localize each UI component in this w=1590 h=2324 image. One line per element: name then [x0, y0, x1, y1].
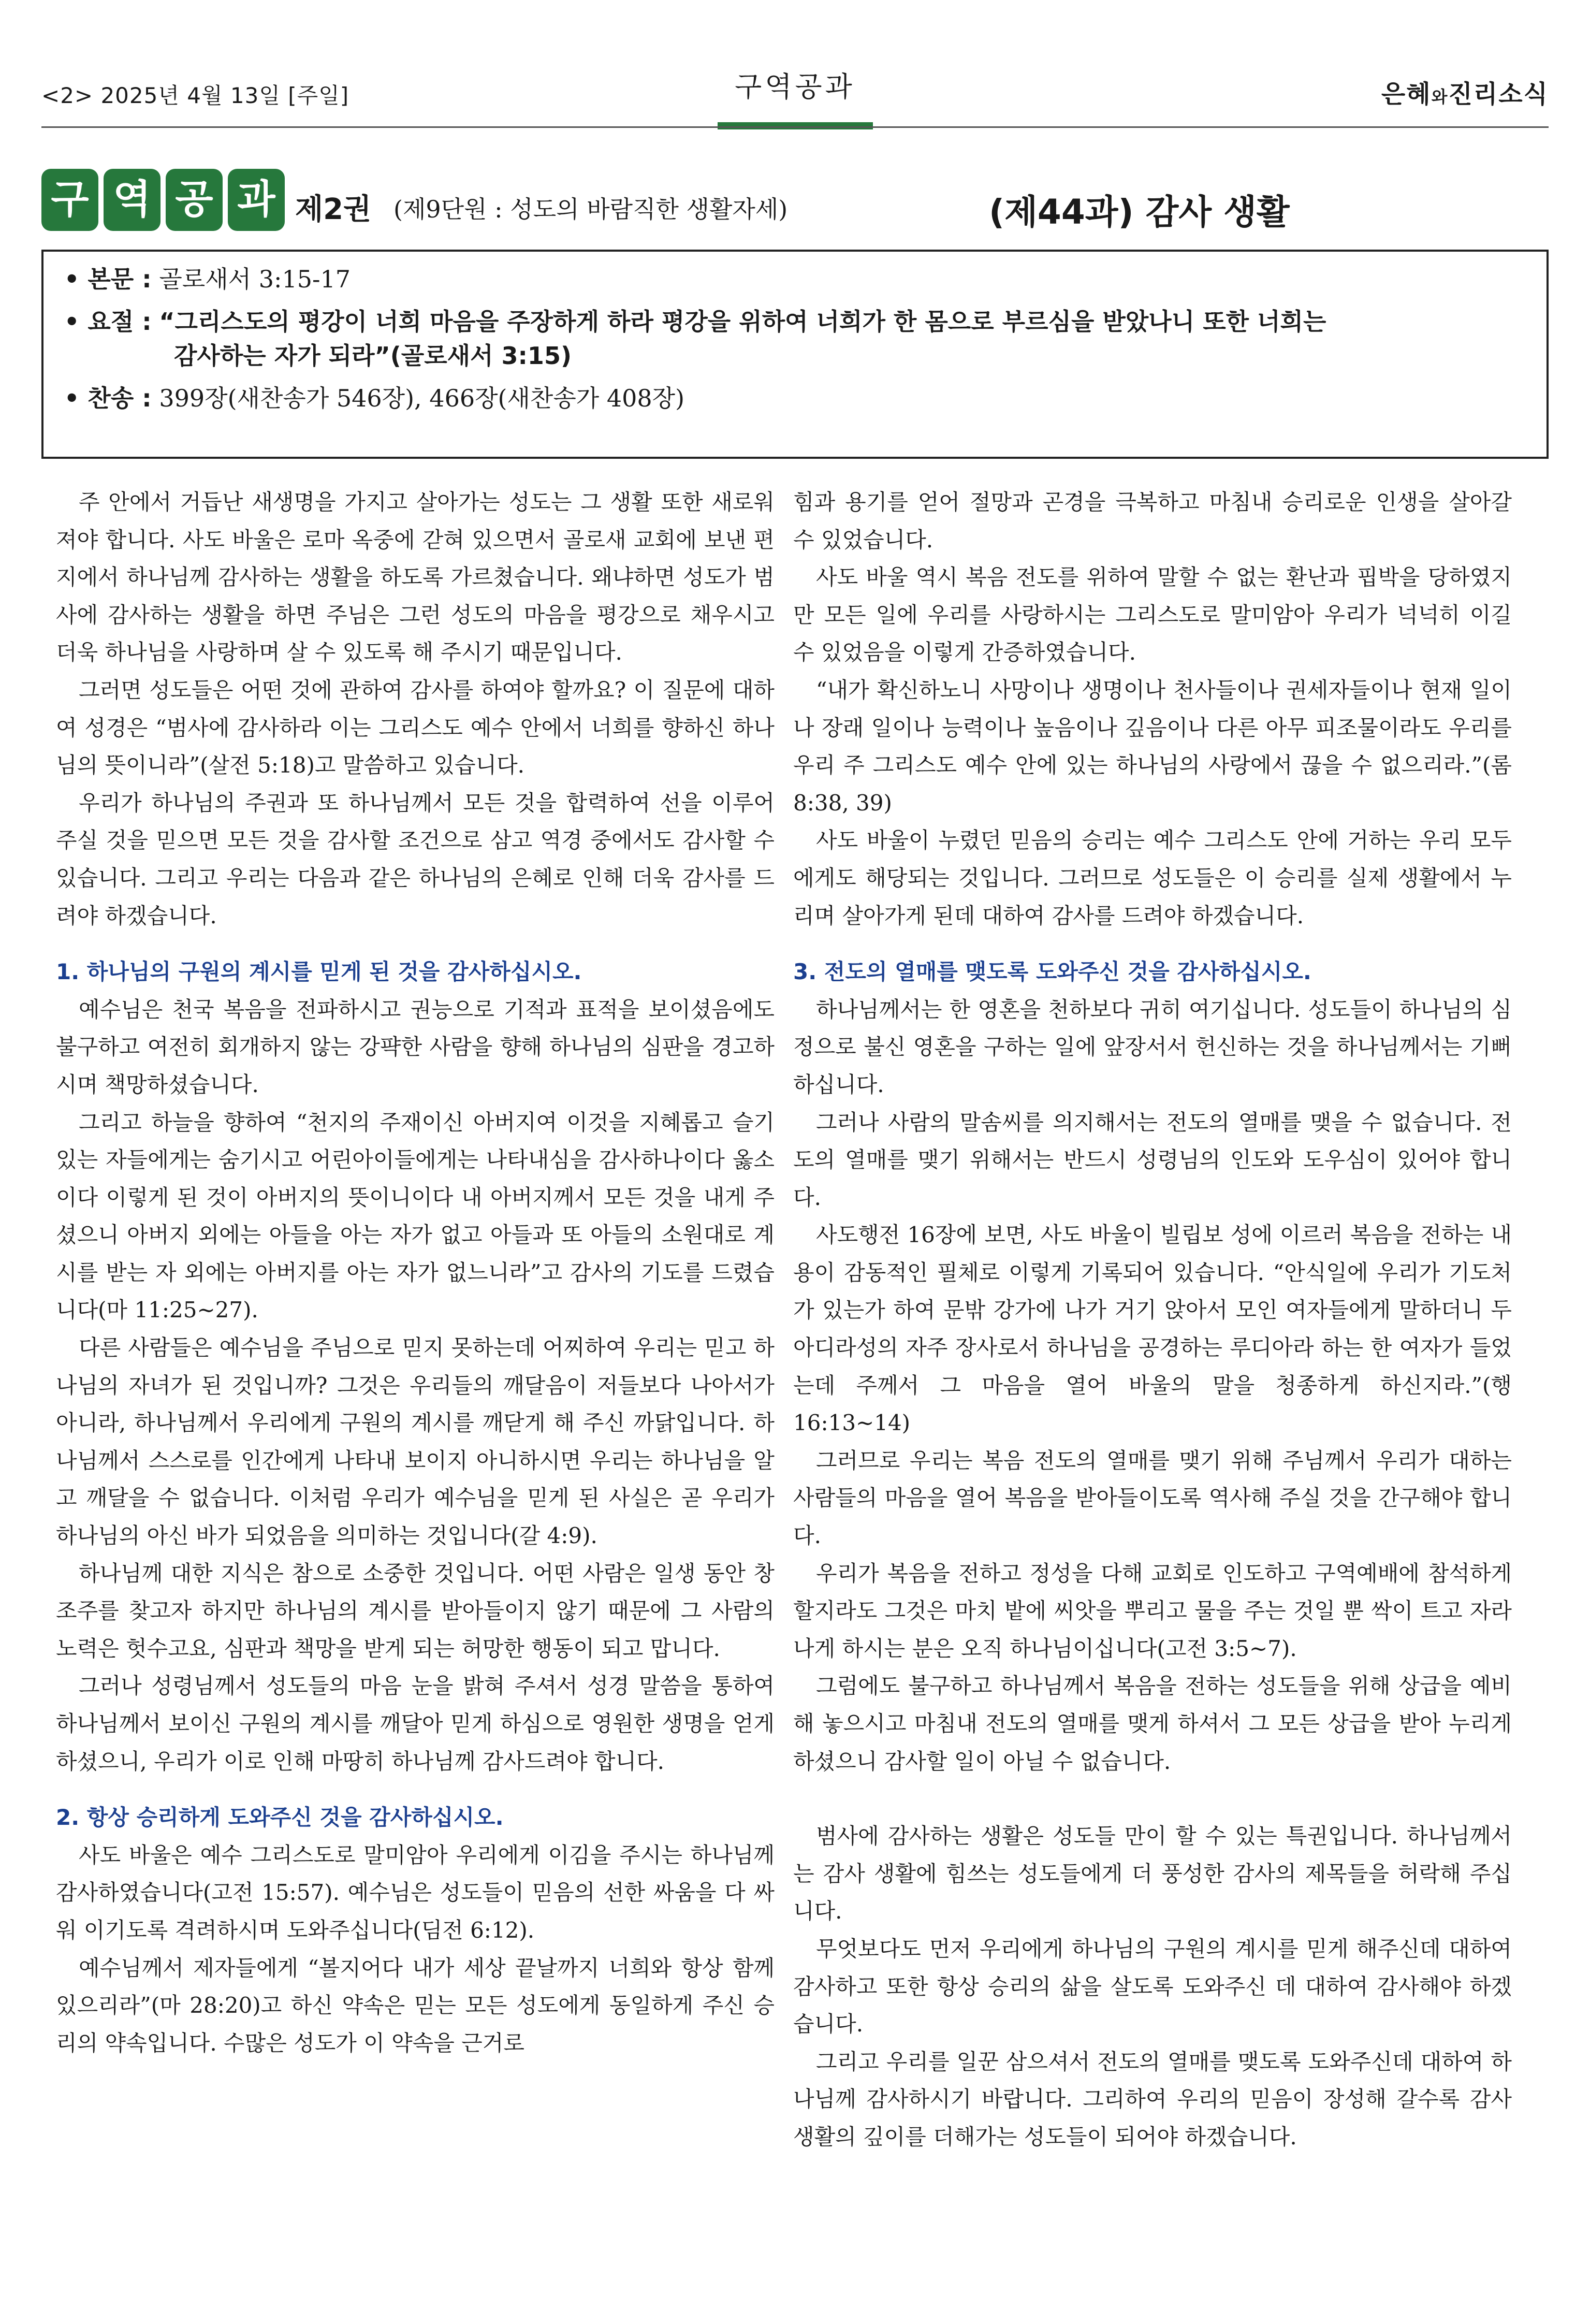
paragraph: 사도 바울 역시 복음 전도를 위하여 말할 수 없는 환난과 핍박을 당하였지만 모든 일에 우리를 사랑하시는 그리스도로 말미암아 우리가 넉넉히 이길 수 있었음을 이렇게 간증하였습니다.	[793, 564, 1512, 665]
paragraph: 주 안에서 거듭난 새생명을 가지고 살아가는 성도는 그 생활 또한 새로워져야 합니다. 사도 바울은 로마 옥중에 갇혀 있으면서 골로새 교회에 보낸 편지에서 하나님께 감사하는 생활을 하도록 가르쳤습니다. 왜냐하면 성도가 범사에 감사하는 생활을 하면 주님은 그런 성도의 마음을 평강으로 채우시고 더욱 하나님을 사랑하며 살 수 있도록 해 주시기 때문입니다.	[56, 489, 775, 665]
publication-name	[1381, 74, 1549, 110]
paragraph: 하나님께 대한 지식은 참으로 소중한 것입니다. 어떤 사람은 일생 동안 창조주를 찾고자 하지만 하나님의 계시를 받아들이지 않기 때문에 그 사람의 노력은 헛수고요, 심판과 책망을 받게 되는 허망한 행동이 되고 맙니다.	[56, 1560, 775, 1661]
conclusion-paragraph: 그리고 우리를 일꾼 삼으셔서 전도의 열매를 맺도록 도와주신데 대하여 하나님께 감사하시기 바랍니다. 그리하여 우리의 믿음이 장성해 갈수록 감사 생활의 깊이를 더해가는 성도들이 되어야 하겠습니다.	[793, 2049, 1512, 2149]
yojeol-label: • 요절 :	[64, 308, 152, 336]
section-heading-3: 3. 전도의 열매를 맺도록 도와주신 것을 감사하십시오.	[793, 959, 1311, 985]
scripture-info-box	[41, 250, 1549, 459]
conclusion-paragraph: 범사에 감사하는 생활은 성도들 만이 할 수 있는 특권입니다. 하나님께서는 감사 생활에 힘쓰는 성도들에게 더 풍성한 감사의 제목들을 허락해 주십니다.	[793, 1823, 1512, 1924]
paragraph: “내가 확신하노니 사망이나 생명이나 천사들이나 권세자들이나 현재 일이나 장래 일이나 능력이나 높음이나 깊음이나 다른 아무 피조물이라도 우리를 우리 주 그리스도 예수 안에 있는 하나님의 사랑에서 끊을 수 없으리라.”(롬 8:38, 39)	[793, 677, 1512, 816]
yojeol-text-line2: 감사하는 자가 되라”(골로새서 3:15)	[174, 342, 572, 370]
paragraph: 다른 사람들은 예수님을 주님으로 믿지 못하는데 어찌하여 우리는 믿고 하나님의 자녀가 된 것입니까? 그것은 우리들의 깨달음이 저들보다 나아서가 아니라, 하나님께서 우리에게 구원의 계시를 깨닫게 해 주신 까닭입니다. 하나님께서 스스로를 인간에게 나타내 보이지 아니하시면 우리는 하나님을 알고 깨달을 수 없습니다. 이처럼 우리가 예수님을 믿게 된 사실은 곧 우리가 하나님의 아신 바가 되었음을 의미하는 것입니다(갈 4:9).	[56, 1335, 775, 1549]
section-underline	[718, 122, 873, 129]
publication-part2: 와	[1431, 87, 1449, 107]
paragraph: 우리가 하나님의 주권과 또 하나님께서 모든 것을 합력하여 선을 이루어 주실 것을 믿으면 모든 것을 감사할 조건으로 삼고 역경 중에서도 감사할 수 있습니다. 그리고 우리는 다음과 같은 하나님의 은혜로 인해 더욱 감사를 드려야 하겠습니다.	[56, 790, 775, 928]
paragraph: 사도 바울이 누렸던 믿음의 승리는 예수 그리스도 안에 거하는 우리 모두에게도 해당되는 것입니다. 그러므로 성도들은 이 승리를 실제 생활에서 누리며 살아가게 된데 대하여 감사를 드려야 하겠습니다.	[793, 827, 1512, 928]
publication-part3: 진리소식	[1448, 80, 1549, 109]
section-badge	[41, 169, 285, 231]
badge-char: 공	[166, 169, 223, 231]
header-divider	[41, 126, 1549, 128]
page-info: <2> 2025년 4월 13일 [주일]	[41, 83, 349, 108]
bonmun-label: • 본문 :	[64, 265, 152, 293]
paragraph: 사도행전 16장에 보면, 사도 바울이 빌립보 성에 이르러 복음을 전하는 내용이 감동적인 필체로 이렇게 기록되어 있습니다. “안식일에 우리가 기도처가 있는가 하여 문밖 강가에 나가 거기 앉아서 모인 여자들에게 말하더니 두아디라성의 자주 장사로서 하나님을 공경하는 루디아라 하는 한 여자가 들었는데 주께서 그 마음을 열어 바울의 말을 청종하게 하신지라.”(행 16:13~14)	[793, 1222, 1512, 1436]
badge-char: 과	[228, 169, 285, 231]
paragraph: 우리가 복음을 전하고 정성을 다해 교회로 인도하고 구역예배에 참석하게 할지라도 그것은 마치 밭에 씨앗을 뿌리고 물을 주는 것일 뿐 싹이 트고 자라나게 하시는 분은 오직 하나님이십니다(고전 3:5~7).	[793, 1560, 1512, 1661]
paragraph: 하나님께서는 한 영혼을 천하보다 귀히 여기십니다. 성도들이 하나님의 심정으로 불신 영혼을 구하는 일에 앞장서서 헌신하는 것을 하나님께서는 기뻐하십니다.	[793, 996, 1512, 1097]
section-heading-2: 2. 항상 승리하게 도와주신 것을 감사하십시오.	[56, 1805, 504, 1831]
paragraph: 그럼에도 불구하고 하나님께서 복음을 전하는 성도들을 위해 상급을 예비해 놓으시고 마침내 전도의 열매를 맺게 하셔서 그 모든 상급을 받아 누리게 하셨으니 감사할 일이 아닐 수 없습니다.	[793, 1673, 1512, 1774]
paragraph: 그러나 사람의 말솜씨를 의지해서는 전도의 열매를 맺을 수 없습니다. 전도의 열매를 맺기 위해서는 반드시 성령님의 인도와 도우심이 있어야 합니다.	[793, 1109, 1512, 1210]
section-title: 구역공과	[735, 70, 855, 103]
bonmun-row	[64, 262, 1533, 296]
bonmun-text: 골로새서 3:15-17	[159, 265, 351, 293]
paragraph: 사도 바울은 예수 그리스도로 말미암아 우리에게 이김을 주시는 하나님께 감사하였습니다(고전 15:57). 예수님은 성도들이 믿음의 선한 싸움을 다 싸워 이기도록 격려하시며 도와주십니다(딤전 6:12).	[56, 1842, 775, 1943]
lesson-title: (제44과) 감사 생활	[989, 192, 1290, 232]
right-column	[793, 484, 1512, 2156]
section-heading-1: 1. 하나님의 구원의 계시를 믿게 된 것을 감사하십시오.	[56, 959, 582, 985]
paragraph: 그러나 성령님께서 성도들의 마음 눈을 밝혀 주셔서 성경 말씀을 통하여 하나님께서 보이신 구원의 계시를 깨달아 믿게 하심으로 영원한 생명을 얻게 하셨으니, 우리가 이로 인해 마땅히 하나님께 감사드려야 합니다.	[56, 1673, 775, 1774]
paragraph: 예수님은 천국 복음을 전파하시고 권능으로 기적과 표적을 보이셨음에도 불구하고 여전히 회개하지 않는 강퍅한 사람을 향해 하나님의 심판을 경고하시며 책망하셨습니다.	[56, 996, 775, 1097]
paragraph: 그러므로 우리는 복음 전도의 열매를 맺기 위해 주님께서 우리가 대하는 사람들의 마음을 열어 복음을 받아들이도록 역사해 주실 것을 간구해야 합니다.	[793, 1447, 1512, 1549]
lesson-title-row	[41, 166, 1549, 238]
page-header	[41, 72, 1549, 129]
chansong-text: 399장(새찬송가 546장), 466장(새찬송가 408장)	[159, 384, 685, 412]
badge-char: 역	[104, 169, 161, 231]
paragraph: 예수님께서 제자들에게 “볼지어다 내가 세상 끝날까지 너희와 항상 함께 있으리라”(마 28:20)고 하신 약속은 믿는 모든 성도에게 동일하게 주신 승리의 약속입니다. 수많은 성도가 이 약속을 근거로	[56, 1955, 775, 2056]
paragraph: 그리고 하늘을 향하여 “천지의 주재이신 아버지여 이것을 지혜롭고 슬기 있는 자들에게는 숨기시고 어린아이들에게는 나타내심을 감사하나이다 옳소이다 이렇게 된 것이 아버지의 뜻이니이다 내 아버지께서 모든 것을 내게 주셨으니 아버지 외에는 아들을 아는 자가 없고 아들과 또 아들의 소원대로 계시를 받는 자 외에는 아버지를 아는 자가 없느니라”고 감사의 기도를 드렸습니다(마 11:25~27).	[56, 1109, 775, 1323]
yojeol-row	[64, 304, 1533, 373]
paragraph: 그러면 성도들은 어떤 것에 관하여 감사를 하여야 할까요? 이 질문에 대하여 성경은 “범사에 감사하라 이는 그리스도 예수 안에서 너희를 향하신 하나님의 뜻이니라”(살전 5:18)고 말씀하고 있습니다.	[56, 677, 775, 778]
chansong-row	[64, 381, 1533, 415]
conclusion-paragraph: 무엇보다도 먼저 우리에게 하나님의 구원의 계시를 믿게 해주신데 대하여 감사하고 또한 항상 승리의 삶을 살도록 도와주신 데 대하여 감사해야 하겠습니다.	[793, 1936, 1512, 2037]
publication-part1: 은혜	[1381, 80, 1432, 109]
yojeol-text-line1: “그리스도의 평강이 너희 마음을 주장하게 하라 평강을 위하여 너희가 한 몸으로 부르심을 받았나니 또한 너희는	[159, 308, 1326, 336]
chansong-label: • 찬송 :	[64, 384, 152, 412]
badge-char: 구	[41, 169, 98, 231]
unit-label: (제9단원 : 성도의 바람직한 생활자세)	[393, 195, 788, 223]
left-column	[56, 484, 775, 2062]
volume-label: 제2권	[295, 193, 372, 226]
paragraph: 힘과 용기를 얻어 절망과 곤경을 극복하고 마침내 승리로운 인생을 살아갈 수 있었습니다.	[793, 489, 1512, 553]
